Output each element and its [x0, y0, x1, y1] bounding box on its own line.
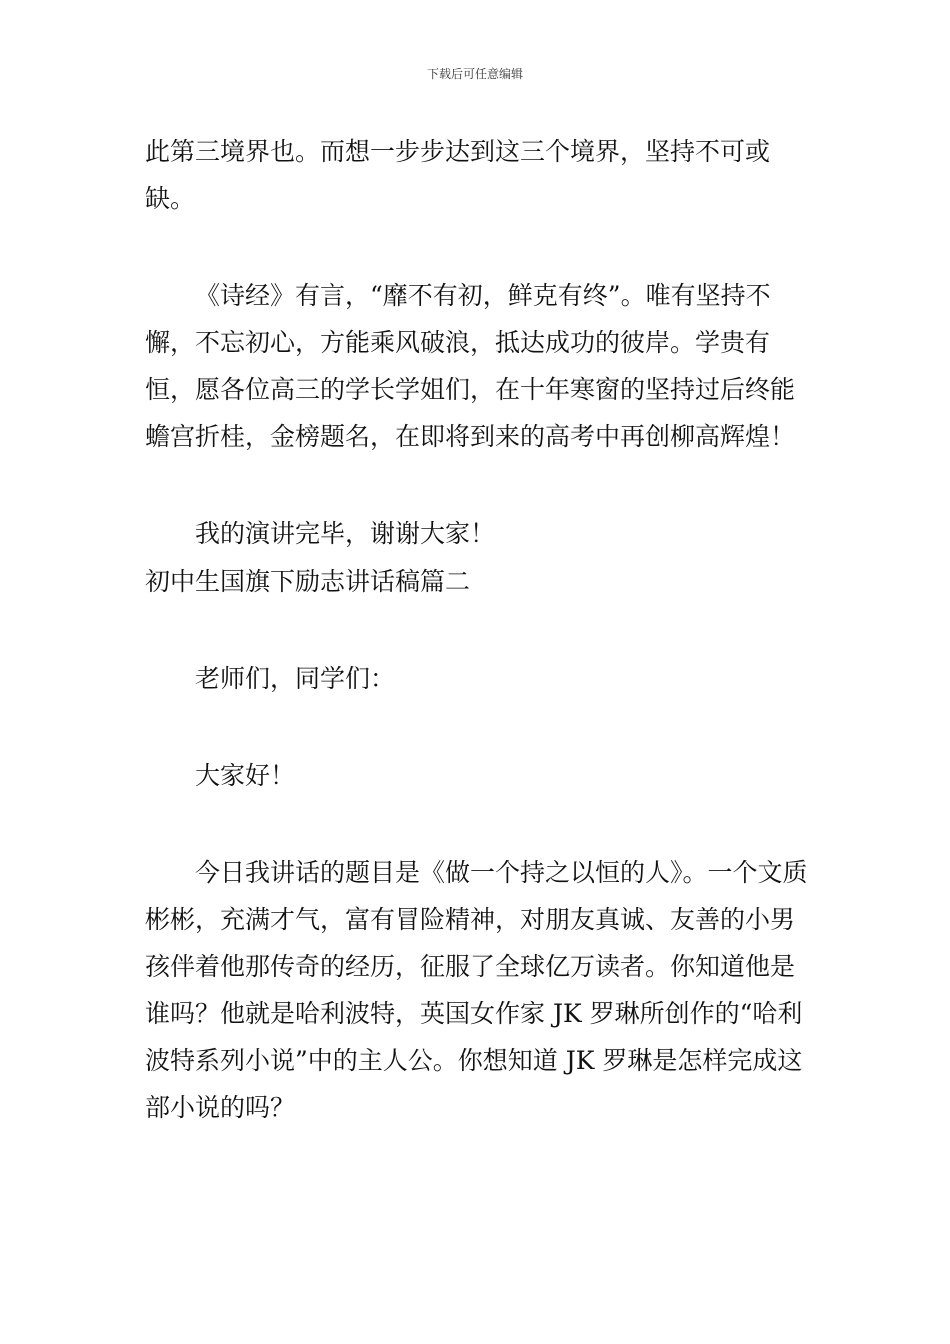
document-body	[145, 128, 810, 1131]
paragraph-continuation: 此第三境界也。而想一步步达到这三个境界，坚持不可或缺。	[145, 137, 771, 213]
page-header: 下载后可任意编辑	[426, 67, 523, 81]
paragraph-closing: 我的演讲完毕，谢谢大家！	[195, 519, 496, 548]
paragraph-salutation: 老师们，同学们：	[195, 664, 396, 693]
paragraph-shijing-quote: 《诗经》有言，“靡不有初，鲜克有终”。唯有坚持不懈，不忘初心，方能乘风破浪，抵达成功的彼岸。学贵有恒，愿各位高三的学长学姐们，在十年寒窗的坚持过后终能蟾宫折桂，金榜题名，在即将到来的高考中再创柳高辉煌！	[145, 281, 796, 451]
section-title: 初中生国旗下励志讲话稿篇二	[145, 567, 471, 596]
paragraph-greeting: 大家好！	[195, 761, 296, 790]
paragraph-speech-topic: 今日我讲话的题目是《做一个持之以恒的人》。一个文质彬彬，充满才气，富有冒险精神，对朋友真诚、友善的小男孩伴着他那传奇的经历，征服了全球亿万读者。你知道他是谁吗？他就是哈利波特，英国女作家 JK 罗琳所创作的“哈利波特系列小说”中的主人公。你想知道 JK 罗琳是怎样完成这部小说的吗？	[145, 858, 808, 1122]
